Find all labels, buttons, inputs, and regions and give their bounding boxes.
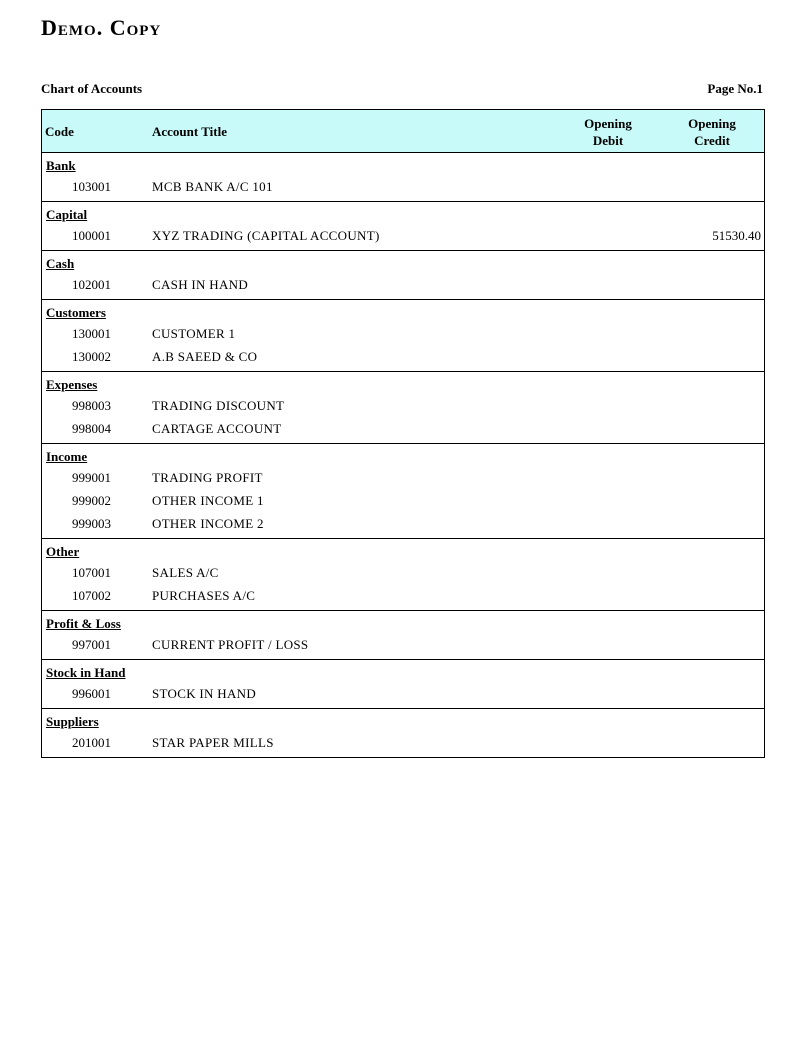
table-row: [42, 273, 764, 296]
account-group: [42, 251, 764, 300]
account-group: [42, 372, 764, 444]
account-title: STOCK IN HAND: [152, 686, 257, 701]
account-title: A.B SAEED & CO: [152, 349, 258, 364]
account-code: 107002: [72, 588, 111, 603]
table-row: [42, 175, 764, 198]
account-code: 130001: [72, 326, 111, 341]
account-group: [42, 202, 764, 251]
account-group: [42, 444, 764, 539]
column-header-debit-line2: Debit: [592, 133, 624, 148]
group-heading: Customers: [46, 305, 106, 320]
table-row: [42, 682, 764, 705]
account-title: CURRENT PROFIT / LOSS: [152, 637, 309, 652]
account-code: 999003: [72, 516, 111, 531]
account-title: CARTAGE ACCOUNT: [152, 421, 282, 436]
account-group: [42, 539, 764, 611]
table-row: [42, 633, 764, 656]
page-number: Page No.1: [707, 81, 763, 96]
column-header-debit-line1: Opening: [584, 116, 632, 131]
account-code: 999001: [72, 470, 111, 485]
group-heading: Income: [46, 449, 88, 464]
account-code: 998003: [72, 398, 111, 413]
group-heading: Profit & Loss: [46, 616, 121, 631]
account-group: [42, 709, 764, 757]
account-title: CUSTOMER 1: [152, 326, 236, 341]
table-row: [42, 561, 764, 584]
group-heading: Suppliers: [46, 714, 99, 729]
account-code: 130002: [72, 349, 111, 364]
group-heading: Other: [46, 544, 80, 559]
table-row: [42, 394, 764, 417]
report-title: Chart of Accounts: [41, 81, 143, 96]
account-group: [42, 153, 764, 202]
account-title: SALES A/C: [152, 565, 219, 580]
account-title: STAR PAPER MILLS: [152, 735, 274, 750]
opening-credit: 51530.40: [712, 228, 761, 243]
table-row: [42, 466, 764, 489]
account-title: MCB BANK A/C 101: [152, 179, 273, 194]
account-code: 996001: [72, 686, 111, 701]
column-header-opening-debit: [562, 115, 654, 149]
table-row: [42, 345, 764, 368]
account-group: [42, 660, 764, 709]
column-header-opening-credit: [666, 115, 758, 149]
column-header-credit-line2: Credit: [694, 133, 730, 148]
account-code: 103001: [72, 179, 111, 194]
account-title: OTHER INCOME 1: [152, 493, 264, 508]
group-heading: Bank: [46, 158, 76, 173]
column-header-account-title: Account Title: [152, 124, 227, 139]
group-heading: Cash: [46, 256, 75, 271]
table-row: [42, 224, 764, 247]
account-title: PURCHASES A/C: [152, 588, 256, 603]
table-row: [42, 512, 764, 535]
demo-copy-watermark: Demo. Copy: [41, 15, 162, 40]
account-groups: [42, 153, 764, 757]
account-title: TRADING DISCOUNT: [152, 398, 285, 413]
account-code: 998004: [72, 421, 111, 436]
account-title: OTHER INCOME 2: [152, 516, 264, 531]
account-code: 107001: [72, 565, 111, 580]
table-header: [42, 109, 764, 153]
table-row: [42, 489, 764, 512]
account-code: 100001: [72, 228, 111, 243]
column-header-code: Code: [45, 124, 74, 139]
account-title: CASH IN HAND: [152, 277, 249, 292]
account-code: 102001: [72, 277, 111, 292]
account-group: [42, 611, 764, 660]
table-row: [42, 322, 764, 345]
account-code: 201001: [72, 735, 111, 750]
account-code: 999002: [72, 493, 111, 508]
column-header-credit-line1: Opening: [688, 116, 736, 131]
table-row: [42, 584, 764, 607]
table-row: [42, 731, 764, 754]
account-group: [42, 300, 764, 372]
account-code: 997001: [72, 637, 111, 652]
account-title: XYZ TRADING (CAPITAL ACCOUNT): [152, 228, 380, 243]
account-title: TRADING PROFIT: [152, 470, 263, 485]
group-heading: Capital: [46, 207, 88, 222]
group-heading: Stock in Hand: [46, 665, 126, 680]
table-row: [42, 417, 764, 440]
accounts-table: [41, 109, 765, 758]
group-heading: Expenses: [46, 377, 98, 392]
